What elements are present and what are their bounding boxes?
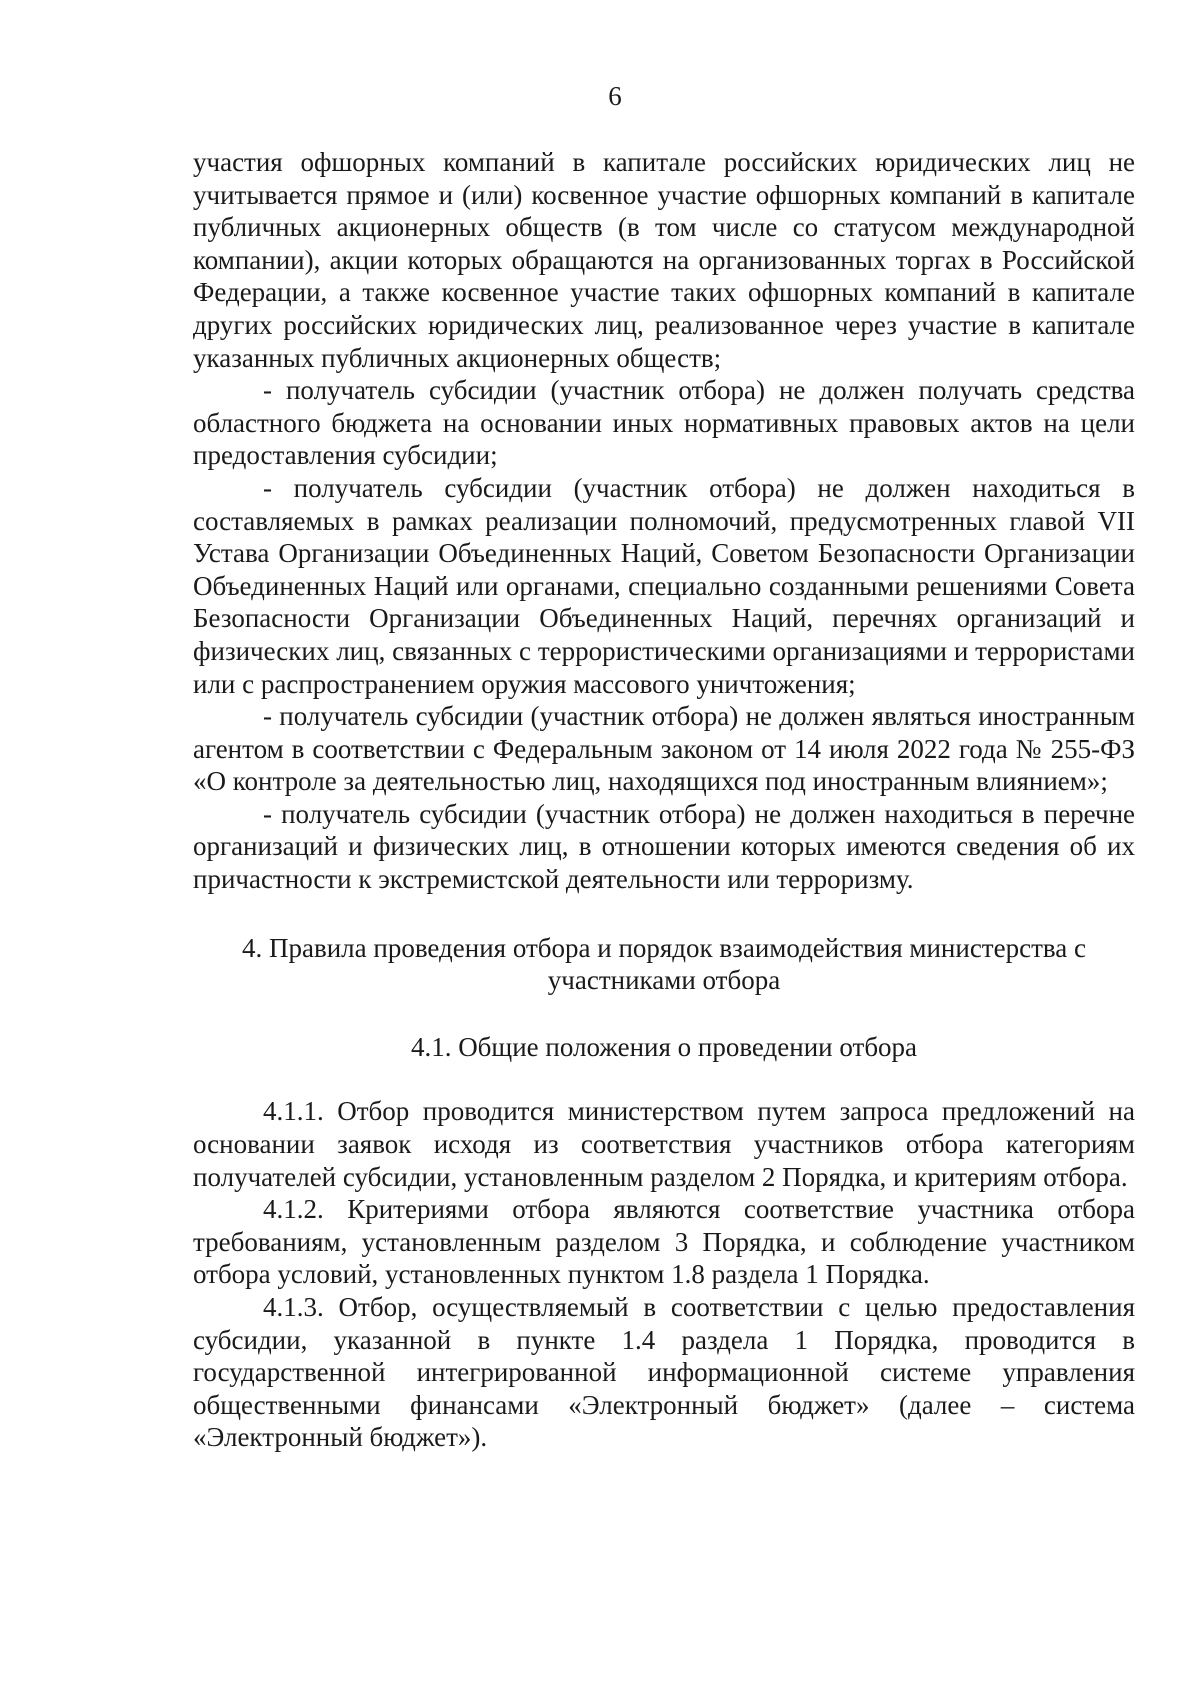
paragraph-4-1-3: 4.1.3. Отбор, осуществляемый в соответствии с целью предоставления субсидии, указанной в пункте 1.4 раздела 1 Порядка, проводится в государственной интегрированной информационной системе управления общественными финансами «Электронный бюджет» (далее – система «Электронный бюджет»). <box>193 1292 1135 1453</box>
paragraph-regional-budget-condition: - получатель субсидии (участник отбора) не должен получать средства областного бюджета на основании иных нормативных правовых актов на цели предоставления субсидии; <box>193 375 1135 471</box>
section-heading: 4. Правила проведения отбора и порядок взаимодействия министерства с участниками отбора <box>241 932 1086 996</box>
paragraph-un-sanctions-condition: - получатель субсидии (участник отбора) не должен находиться в составляемых в рамках реализации полномочий, предусмотренных главой VII Устава Организации Объединенных Наций, Советом Безопасности Организации Объединенных Наций или органами, специально созданными решениями Совета Безопасности Организации Объединенных Наций, перечнях организаций и физических лиц, связанных с террористическими организациями и террористами или с распространением оружия массового уничтожения; <box>193 472 1135 699</box>
paragraph-extremism-condition: - получатель субсидии (участник отбора) не должен находиться в перечне организаций и физических лиц, в отношении которых имеются сведения об их причастности к экстремистской деятельности или терроризму. <box>193 798 1135 895</box>
page-number: 6 <box>608 81 622 111</box>
subsection-heading: 4.1. Общие положения о проведении отбора <box>410 1031 918 1062</box>
paragraph-4-1-2: 4.1.2. Критериями отбора являются соответствие участника отбора требованиям, установленным разделом 3 Порядка, и соблюдение участником отбора условий, установленных пунктом 1.8 раздела 1 Порядка. <box>193 1194 1135 1290</box>
paragraph-offshore-participation: участия офшорных компаний в капитале российских юридических лиц не учитывается прямое и (или) косвенное участие офшорных компаний в капитале публичных акционерных обществ (в том числе со статусом международной компании), акции которых обращаются на организованных торгах в Российской Федерации, а также косвенное участие таких офшорных компаний в капитале других российских юридических лиц, реализованное через участие в капитале указанных публичных акционерных обществ; <box>193 147 1135 373</box>
document-body <box>193 146 1135 1454</box>
paragraph-4-1-1: 4.1.1. Отбор проводится министерством путем запроса предложений на основании заявок исходя из соответствия участников отбора категориям получателей субсидии, установленным разделом 2 Порядка, и критериям отбора. <box>193 1096 1135 1192</box>
paragraph-foreign-agent-condition: - получатель субсидии (участник отбора) не должен являться иностранным агентом в соответствии с Федеральным законом от 14 июля 2022 года № 255-ФЗ «О контроле за деятельностью лиц, находящихся под иностранным влиянием»; <box>193 701 1135 797</box>
